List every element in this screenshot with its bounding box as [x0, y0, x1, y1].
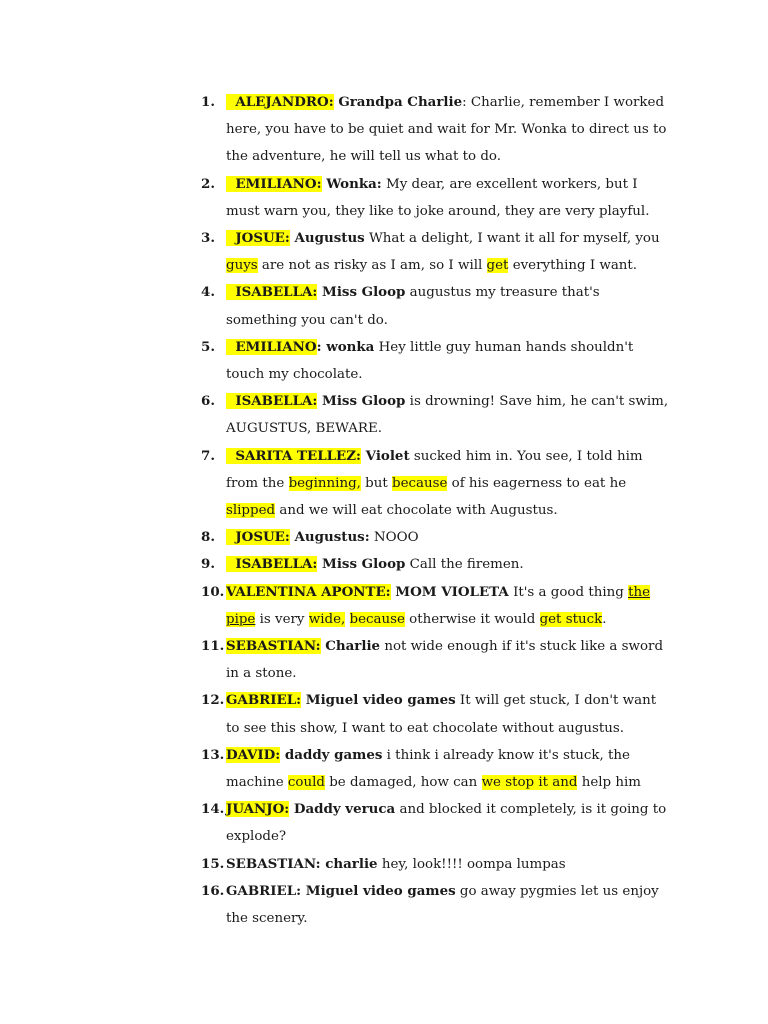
speaker-label: Augustus: — [289, 529, 370, 546]
speaker-label: ALEJANDRO: — [226, 94, 334, 110]
dialogue-text: be damaged, how can — [324, 775, 482, 791]
dialogue-text: hey, look!!!! oompa lumpas — [377, 856, 566, 872]
highlighted-text: wide, — [308, 611, 346, 627]
speaker-label: ISABELLA: — [226, 284, 318, 301]
script-line — [201, 551, 671, 578]
speaker-label: JOSUE: — [226, 529, 290, 546]
dialogue-text: but — [360, 475, 392, 491]
script-line — [201, 579, 671, 633]
speaker-label: JOSUE: — [226, 230, 290, 247]
script-line — [201, 388, 671, 442]
speaker-label: ISABELLA: — [226, 556, 318, 573]
speaker-label: VALENTINA APONTE: — [226, 583, 391, 600]
speaker-label: SEBASTIAN: charlie — [226, 855, 378, 872]
line-number: 6. — [201, 393, 215, 410]
line-number: 14. — [201, 801, 225, 818]
dialogue-text: What a delight, I want it all for myself, you — [364, 231, 660, 247]
script-line — [201, 687, 671, 741]
speaker-label: Grandpa Charlie — [333, 94, 463, 110]
dialogue-text: is drowning! Save him, he can't swim, AUGUSTUS, BEWARE. — [226, 394, 669, 437]
script-line — [201, 443, 671, 525]
line-number: 10. — [201, 583, 225, 600]
speaker-label: DAVID: — [226, 746, 281, 763]
dialogue-text: Call the firemen. — [405, 557, 524, 573]
dialogue-text: It will get stuck, I don't want to see this show, I want to eat chocolate without augustus. — [226, 693, 657, 736]
script-line — [201, 524, 671, 551]
speaker-label: Wonka: — [321, 175, 382, 192]
script-line — [201, 171, 671, 225]
dialogue-text: . — [602, 611, 607, 627]
script-line — [201, 334, 671, 388]
highlighted-text: get — [486, 258, 509, 274]
dialogue-text: and we will eat chocolate with Augustus. — [275, 503, 558, 519]
script-line — [201, 225, 671, 279]
speaker-label: Miss Gloop — [317, 393, 406, 410]
highlighted-text: because — [392, 475, 448, 491]
speaker-label: EMILIANO — [226, 338, 317, 355]
speaker-label: GABRIEL: Miguel video games — [226, 882, 456, 899]
speaker-label: : wonka — [316, 338, 375, 355]
dialogue-text: sucked him in. You see, I told him from the — [226, 448, 643, 491]
dialogue-text: of his eagerness to eat he — [447, 475, 627, 491]
speaker-label: Charlie — [320, 638, 381, 655]
speaker-label: Miss Gloop — [317, 284, 406, 301]
line-number: 12. — [201, 692, 225, 709]
line-number: 9. — [201, 556, 215, 573]
speaker-label: MOM VIOLETA — [390, 583, 509, 600]
dialogue-text: help him — [577, 775, 641, 791]
highlighted-text: we stop it and — [481, 775, 578, 791]
dialogue-text: augustus my treasure that's something you can't do. — [226, 285, 600, 328]
dialogue-text: NOOO — [369, 530, 419, 546]
dialogue-text: not wide enough if it's stuck like a sword in a stone. — [226, 639, 664, 682]
dialogue-text: : Charlie, remember I worked here, you have to be quiet and wait for Mr. Wonka to direct us to the adventure, he will tell us what to do. — [226, 95, 667, 165]
dialogue-text: i think i already know it's stuck, the machine — [226, 747, 630, 791]
script-line — [201, 851, 671, 878]
highlighted-text: because — [349, 611, 405, 627]
speaker-label: EMILIANO: — [226, 175, 322, 192]
highlighted-text: slipped — [226, 503, 276, 519]
speaker-label: Miss Gloop — [317, 556, 406, 573]
script-line — [201, 742, 671, 796]
dialogue-text: Hey little guy human hands shouldn't touch my chocolate. — [226, 339, 634, 383]
dialogue-text: It's a good thing — [508, 584, 629, 600]
highlighted-text: the pipe — [226, 584, 650, 627]
dialogue-text: My dear, are excellent workers, but I must warn you, they like to joke around, they are very playful. — [226, 176, 650, 219]
script-line — [201, 279, 671, 333]
line-number: 4. — [201, 284, 215, 301]
highlighted-text: get stuck — [539, 611, 603, 627]
speaker-label: daddy games — [280, 746, 383, 763]
dialogue-text: everything I want. — [508, 258, 638, 274]
line-number: 5. — [201, 338, 215, 355]
line-number: 16. — [201, 882, 225, 899]
speaker-label: Violet — [361, 447, 410, 464]
line-number: 8. — [201, 529, 215, 546]
speaker-label: Daddy veruca — [289, 801, 396, 818]
script-line — [201, 633, 671, 687]
speaker-label: GABRIEL: — [226, 692, 302, 709]
dialogue-text: otherwise it would — [404, 611, 540, 627]
dialogue-text — [345, 612, 349, 627]
speaker-label: SEBASTIAN: — [226, 638, 321, 655]
speaker-label: JUANJO: — [226, 801, 290, 818]
speaker-label: SARITA TELLEZ: — [226, 447, 361, 464]
line-number: 3. — [201, 230, 215, 247]
speaker-label: ISABELLA: — [226, 393, 318, 410]
script-document — [201, 89, 671, 932]
dialogue-text: go away pygmies let us enjoy the scenery. — [226, 883, 659, 927]
line-number: 15. — [201, 855, 225, 872]
script-line — [201, 89, 671, 171]
line-number: 11. — [201, 638, 225, 655]
line-number: 7. — [201, 447, 215, 464]
highlighted-text: beginning, — [288, 475, 361, 491]
highlighted-text: guys — [226, 258, 258, 274]
script-line — [201, 796, 671, 850]
line-number: 2. — [201, 175, 215, 192]
dialogue-text: is very — [255, 611, 309, 627]
speaker-label: Miguel video games — [301, 692, 456, 709]
speaker-label: Augustus — [289, 230, 365, 247]
highlighted-text: could — [287, 775, 325, 791]
line-number: 13. — [201, 746, 225, 763]
script-line — [201, 878, 671, 932]
dialogue-text: and blocked it completely, is it going to explode? — [226, 802, 667, 845]
line-number: 1. — [201, 94, 215, 110]
dialogue-text: are not as risky as I am, so I will — [257, 258, 487, 274]
